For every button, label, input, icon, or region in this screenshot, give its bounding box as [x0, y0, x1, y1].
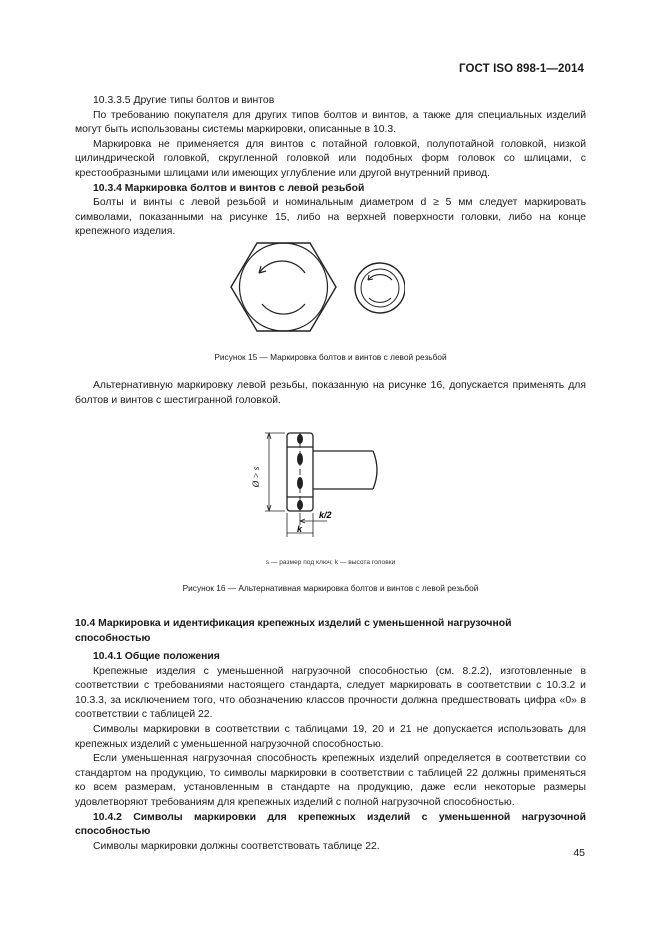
section-title: 10.4.2 Символы маркировки для крепежных изделий с уменьшенной нагрузочной способностью [75, 811, 586, 838]
paragraph: Если уменьшенная нагрузочная способность крепежных изделий определяется в соответствии со стандартом на продукцию, то символы маркировки в соответствии с таблицей 22 должны применяться ко всем размерам, установленным в стандарте на продукцию, даже если некоторые размеры удовлетворяют требованиям для крепежных изделий с полной нагрузочной способностью. [75, 753, 586, 808]
head-notch-mid-top [297, 453, 303, 465]
section-title: 10.3.3.5 Другие типы болтов и винтов [93, 95, 275, 106]
paragraph: Маркировка не применяется для винтов с потайной головкой, полупотайной головкой, низкой цилиндрической головкой, скругленной головкой или подобных форм головок со шлицами, с крестообразными шлицами или имеющих углубление или другой внутренний привод. [75, 138, 586, 179]
figure-16-note: s — размер под ключ; k — высота головки [265, 559, 396, 566]
head-notch-mid-bottom [297, 477, 303, 489]
standard-header: ГОСТ ISO 898-1—2014 [459, 63, 584, 75]
figure-16-caption: Рисунок 16 — Альтернативная маркировка болтов и винтов с левой резьбой [182, 583, 479, 593]
head-notch-top [297, 434, 303, 444]
section-title: 10.4.1 Общие положения [93, 651, 220, 662]
paragraph: Болты и винты с левой резьбой и номинальным диаметром d ≥ 5 мм следует маркировать символами, показанными на рисунке 15, либо на верхней поверхности головки, либо на конце крепежного изделия. [75, 197, 586, 238]
dimension-label-k2: k/2 [319, 510, 332, 520]
figure-15-drawing [225, 238, 405, 338]
section-10-4 [75, 617, 586, 646]
page-number: 45 [573, 847, 585, 859]
figure-16-drawing [245, 425, 395, 540]
paragraph: Символы маркировки в соответствии с таблицами 19, 20 и 21 не допускается использовать для крепежных изделий с уменьшенной нагрузочной способностью. [75, 723, 586, 750]
alt-marking-paragraph [75, 379, 586, 408]
bolt-shank [313, 451, 377, 489]
paragraph: По требованию покупателя для других типов болтов и винтов, а также для специальных изделий могут быть использованы системы маркировки, описанные в 10.3. [75, 109, 586, 136]
head-notch-bottom [297, 500, 303, 510]
section-10-3-3-5 [75, 94, 586, 240]
paragraph: Символы маркировки должны соответствовать таблице 22. [93, 840, 380, 852]
rotation-arrow-bottom [262, 304, 305, 314]
paragraph: Крепежные изделия с уменьшенной нагрузочной способностью (см. 8.2.2), изготовленные в соответствии с требованиями настоящего стандарта, следует маркировать в соответствии с 10.3.2 и 10.3.3, за исключением того, что обозначению классов прочности должна предшествовать цифра «0» в соответствии с таблицей 22. [75, 665, 586, 721]
section-10-4-1 [75, 650, 586, 854]
dimension-label-diameter: Ø > s [251, 466, 261, 488]
hex-head-circle [240, 243, 328, 331]
section-title: 10.3.4 Маркировка болтов и винтов с левой резьбой [93, 182, 365, 194]
hex-head-outline [231, 243, 336, 331]
screw-end-outer [355, 263, 405, 313]
figure-15-caption: Рисунок 15 — Маркировка болтов и винтов с левой резьбой [214, 352, 447, 362]
paragraph: Альтернативную маркировку левой резьбы, показанную на рисунке 16, допускается применять для болтов и винтов с шестигранной головкой. [75, 380, 586, 406]
section-title: 10.4 Маркировка и идентификация крепежных изделий с уменьшенной нагрузочной способностью [75, 618, 512, 644]
dimension-label-k: k [297, 524, 303, 534]
